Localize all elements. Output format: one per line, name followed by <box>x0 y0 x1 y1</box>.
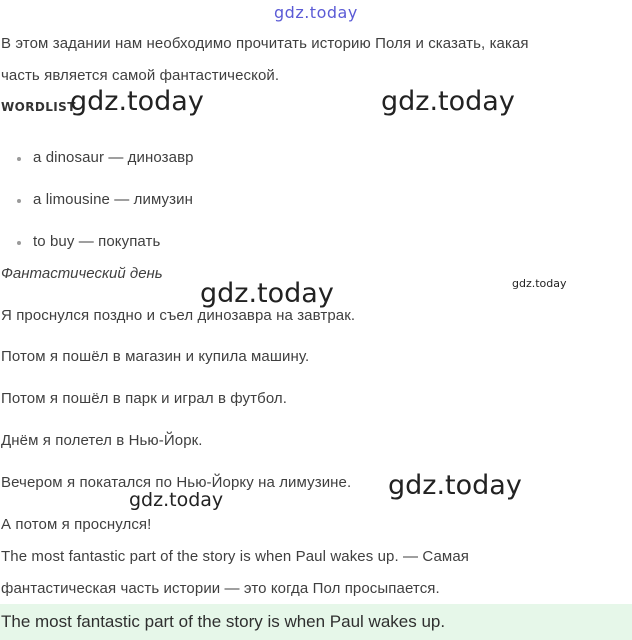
watermark: gdz.today <box>381 86 515 117</box>
wordlist-heading: WORDLIST <box>1 100 76 114</box>
story-line: А потом я проснулся! <box>1 516 152 533</box>
watermark: gdz.today <box>129 489 224 511</box>
watermark: gdz.today <box>512 277 567 290</box>
story-line: Я проснулся поздно и съел динозавра на завтрак. <box>1 307 356 324</box>
story-line: Вечером я покатался по Нью-Йорку на лимузине. <box>1 474 352 491</box>
bullet-icon <box>17 241 21 245</box>
intro-line-2: часть является самой фантастической. <box>1 67 280 84</box>
watermark: gdz.today <box>200 278 334 309</box>
bullet-icon <box>17 157 21 161</box>
explanation-line-2: фантастическая часть истории — это когда Пол просыпается. <box>1 580 440 597</box>
explanation-line-1: The most fantastic part of the story is when Paul wakes up. — Самая <box>1 548 470 565</box>
watermark-top: gdz.today <box>274 3 358 22</box>
story-line: Потом я пошёл в магазин и купила машину. <box>1 348 310 365</box>
answer-text: The most fantastic part of the story is when Paul wakes up. <box>1 612 446 631</box>
wordlist-item: to buy — покупать <box>33 233 161 250</box>
wordlist-item: a limousine — лимузин <box>33 191 193 208</box>
story-title: Фантастический день <box>1 265 163 282</box>
intro-line-1: В этом задании нам необходимо прочитать историю Поля и сказать, какая <box>1 35 529 52</box>
wordlist-item: a dinosaur — динозавр <box>33 149 194 166</box>
story-line: Потом я пошёл в парк и играл в футбол. <box>1 390 288 407</box>
watermark: gdz.today <box>70 86 204 117</box>
bullet-icon <box>17 199 21 203</box>
story-line: Днём я полетел в Нью-Йорк. <box>1 432 203 449</box>
watermark: gdz.today <box>388 470 522 501</box>
